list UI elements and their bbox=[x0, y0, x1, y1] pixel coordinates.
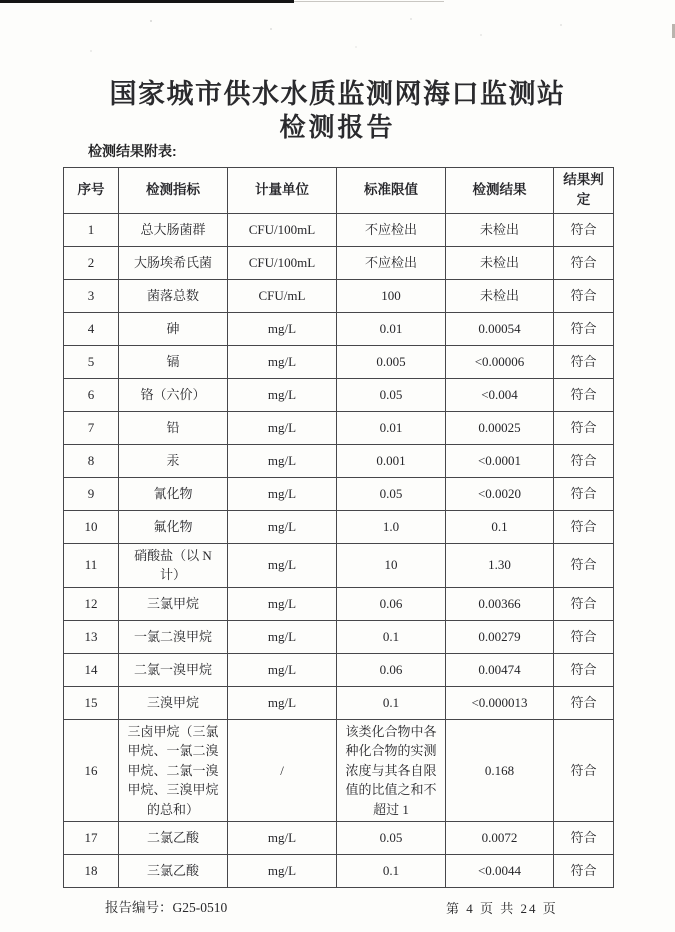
table-row bbox=[64, 822, 614, 855]
table-cell-seq: 18 bbox=[64, 855, 119, 888]
table-cell-seq: 12 bbox=[64, 587, 119, 620]
table-cell-judgment: 符合 bbox=[554, 822, 614, 855]
table-row bbox=[64, 411, 614, 444]
table-cell-seq: 10 bbox=[64, 510, 119, 543]
column-header-seq: 序号 bbox=[64, 168, 119, 214]
table-cell-indicator: 砷 bbox=[119, 312, 228, 345]
table-cell-limit: 0.06 bbox=[337, 653, 446, 686]
table-cell-limit: 不应检出 bbox=[337, 246, 446, 279]
table-cell-unit: mg/L bbox=[228, 587, 337, 620]
table-row bbox=[64, 686, 614, 719]
table-cell-limit: 0.05 bbox=[337, 477, 446, 510]
table-cell-indicator: 三溴甲烷 bbox=[119, 686, 228, 719]
table-cell-judgment: 符合 bbox=[554, 444, 614, 477]
table-cell-indicator: 铬（六价） bbox=[119, 378, 228, 411]
table-row bbox=[64, 653, 614, 686]
table-cell-judgment: 符合 bbox=[554, 686, 614, 719]
table-cell-unit: mg/L bbox=[228, 543, 337, 587]
table-cell-seq: 5 bbox=[64, 345, 119, 378]
table-cell-judgment: 符合 bbox=[554, 620, 614, 653]
table-cell-limit: 该类化合物中各种化合物的实测浓度与其各自限值的比值之和不超过 1 bbox=[337, 719, 446, 822]
table-cell-judgment: 符合 bbox=[554, 855, 614, 888]
table-cell-limit: 1.0 bbox=[337, 510, 446, 543]
table-cell-indicator: 镉 bbox=[119, 345, 228, 378]
column-header-indicator: 检测指标 bbox=[119, 168, 228, 214]
table-cell-indicator: 汞 bbox=[119, 444, 228, 477]
table-cell-judgment: 符合 bbox=[554, 719, 614, 822]
column-header-result: 检测结果 bbox=[446, 168, 554, 214]
table-cell-result: <0.000013 bbox=[446, 686, 554, 719]
scan-artifact-noise bbox=[150, 20, 152, 22]
scan-artifact-top-edge-faint bbox=[294, 1, 444, 2]
table-cell-unit: mg/L bbox=[228, 822, 337, 855]
table-cell-result: 0.00474 bbox=[446, 653, 554, 686]
table-cell-result: <0.004 bbox=[446, 378, 554, 411]
table-cell-result: 未检出 bbox=[446, 213, 554, 246]
table-cell-seq: 16 bbox=[64, 719, 119, 822]
table-row bbox=[64, 543, 614, 587]
table-cell-indicator: 大肠埃希氏菌 bbox=[119, 246, 228, 279]
table-cell-unit: mg/L bbox=[228, 686, 337, 719]
table-cell-unit: mg/L bbox=[228, 378, 337, 411]
table-cell-seq: 11 bbox=[64, 543, 119, 587]
table-cell-judgment: 符合 bbox=[554, 510, 614, 543]
table-cell-unit: mg/L bbox=[228, 620, 337, 653]
table-cell-unit: mg/L bbox=[228, 345, 337, 378]
table-cell-result: 未检出 bbox=[446, 279, 554, 312]
table-cell-indicator: 三氯甲烷 bbox=[119, 587, 228, 620]
table-cell-seq: 9 bbox=[64, 477, 119, 510]
table-row bbox=[64, 587, 614, 620]
table-cell-unit: CFU/100mL bbox=[228, 213, 337, 246]
table-cell-result: 0.0072 bbox=[446, 822, 554, 855]
table-cell-seq: 15 bbox=[64, 686, 119, 719]
table-row bbox=[64, 444, 614, 477]
table-cell-result: 0.168 bbox=[446, 719, 554, 822]
column-header-judgment: 结果判定 bbox=[554, 168, 614, 214]
results-table-body bbox=[64, 213, 614, 888]
table-cell-judgment: 符合 bbox=[554, 345, 614, 378]
table-cell-unit: mg/L bbox=[228, 312, 337, 345]
table-cell-judgment: 符合 bbox=[554, 543, 614, 587]
table-cell-indicator: 三氯乙酸 bbox=[119, 855, 228, 888]
table-cell-seq: 14 bbox=[64, 653, 119, 686]
table-cell-seq: 4 bbox=[64, 312, 119, 345]
table-cell-unit: CFU/mL bbox=[228, 279, 337, 312]
table-cell-limit: 不应检出 bbox=[337, 213, 446, 246]
table-row bbox=[64, 477, 614, 510]
table-cell-result: 1.30 bbox=[446, 543, 554, 587]
table-cell-indicator: 菌落总数 bbox=[119, 279, 228, 312]
table-cell-result: 0.00025 bbox=[446, 411, 554, 444]
table-cell-limit: 0.1 bbox=[337, 686, 446, 719]
table-row bbox=[64, 213, 614, 246]
table-cell-result: 0.00366 bbox=[446, 587, 554, 620]
column-header-limit: 标准限值 bbox=[337, 168, 446, 214]
table-cell-limit: 0.1 bbox=[337, 620, 446, 653]
table-cell-seq: 8 bbox=[64, 444, 119, 477]
table-cell-result: 0.00054 bbox=[446, 312, 554, 345]
table-row bbox=[64, 855, 614, 888]
table-cell-limit: 0.05 bbox=[337, 822, 446, 855]
table-cell-judgment: 符合 bbox=[554, 312, 614, 345]
table-row bbox=[64, 620, 614, 653]
table-row bbox=[64, 312, 614, 345]
table-row bbox=[64, 719, 614, 822]
table-cell-result: 未检出 bbox=[446, 246, 554, 279]
table-cell-judgment: 符合 bbox=[554, 477, 614, 510]
table-cell-unit: mg/L bbox=[228, 477, 337, 510]
table-cell-limit: 0.005 bbox=[337, 345, 446, 378]
table-cell-unit: / bbox=[228, 719, 337, 822]
table-cell-indicator: 铅 bbox=[119, 411, 228, 444]
table-cell-indicator: 氟化物 bbox=[119, 510, 228, 543]
results-table bbox=[63, 167, 614, 888]
table-cell-result: <0.00006 bbox=[446, 345, 554, 378]
table-cell-result: <0.0044 bbox=[446, 855, 554, 888]
table-cell-limit: 10 bbox=[337, 543, 446, 587]
table-cell-unit: mg/L bbox=[228, 411, 337, 444]
table-cell-unit: mg/L bbox=[228, 510, 337, 543]
table-cell-judgment: 符合 bbox=[554, 279, 614, 312]
table-cell-limit: 0.001 bbox=[337, 444, 446, 477]
report-number: 报告编号：G25-0510 bbox=[105, 900, 228, 915]
table-cell-indicator: 二氯乙酸 bbox=[119, 822, 228, 855]
table-cell-limit: 0.01 bbox=[337, 312, 446, 345]
page-footer bbox=[0, 896, 675, 916]
table-row bbox=[64, 279, 614, 312]
table-cell-seq: 7 bbox=[64, 411, 119, 444]
table-cell-result: <0.0001 bbox=[446, 444, 554, 477]
table-cell-indicator: 氰化物 bbox=[119, 477, 228, 510]
table-cell-seq: 6 bbox=[64, 378, 119, 411]
table-cell-judgment: 符合 bbox=[554, 411, 614, 444]
table-row bbox=[64, 378, 614, 411]
table-cell-indicator: 一氯二溴甲烷 bbox=[119, 620, 228, 653]
table-cell-result: 0.00279 bbox=[446, 620, 554, 653]
table-cell-unit: mg/L bbox=[228, 653, 337, 686]
table-row bbox=[64, 345, 614, 378]
table-cell-judgment: 符合 bbox=[554, 246, 614, 279]
table-cell-judgment: 符合 bbox=[554, 378, 614, 411]
table-cell-seq: 1 bbox=[64, 213, 119, 246]
table-cell-indicator: 硝酸盐（以 N 计） bbox=[119, 543, 228, 587]
report-subtitle: 检测报告 bbox=[279, 113, 396, 142]
report-title: 国家城市供水水质监测网海口监测站 bbox=[109, 79, 566, 109]
table-cell-limit: 100 bbox=[337, 279, 446, 312]
table-cell-limit: 0.05 bbox=[337, 378, 446, 411]
column-header-unit: 计量单位 bbox=[228, 168, 337, 214]
table-header-row bbox=[64, 168, 614, 214]
table-cell-judgment: 符合 bbox=[554, 213, 614, 246]
scan-artifact-top-edge bbox=[0, 0, 294, 3]
table-cell-seq: 13 bbox=[64, 620, 119, 653]
table-cell-limit: 0.1 bbox=[337, 855, 446, 888]
table-cell-limit: 0.06 bbox=[337, 587, 446, 620]
table-cell-limit: 0.01 bbox=[337, 411, 446, 444]
table-cell-indicator: 总大肠菌群 bbox=[119, 213, 228, 246]
table-caption: 检测结果附表: bbox=[88, 143, 177, 159]
table-cell-judgment: 符合 bbox=[554, 587, 614, 620]
page-indicator: 第 4 页 共 24 页 bbox=[446, 901, 558, 916]
table-cell-seq: 2 bbox=[64, 246, 119, 279]
table-cell-unit: mg/L bbox=[228, 855, 337, 888]
table-cell-seq: 17 bbox=[64, 822, 119, 855]
table-cell-unit: mg/L bbox=[228, 444, 337, 477]
table-cell-indicator: 三卤甲烷（三氯甲烷、一氯二溴甲烷、二氯一溴甲烷、三溴甲烷的总和） bbox=[119, 719, 228, 822]
table-row bbox=[64, 510, 614, 543]
table-cell-judgment: 符合 bbox=[554, 653, 614, 686]
table-cell-result: 0.1 bbox=[446, 510, 554, 543]
table-cell-unit: CFU/100mL bbox=[228, 246, 337, 279]
table-cell-seq: 3 bbox=[64, 279, 119, 312]
table-cell-indicator: 二氯一溴甲烷 bbox=[119, 653, 228, 686]
table-row bbox=[64, 246, 614, 279]
table-cell-result: <0.0020 bbox=[446, 477, 554, 510]
